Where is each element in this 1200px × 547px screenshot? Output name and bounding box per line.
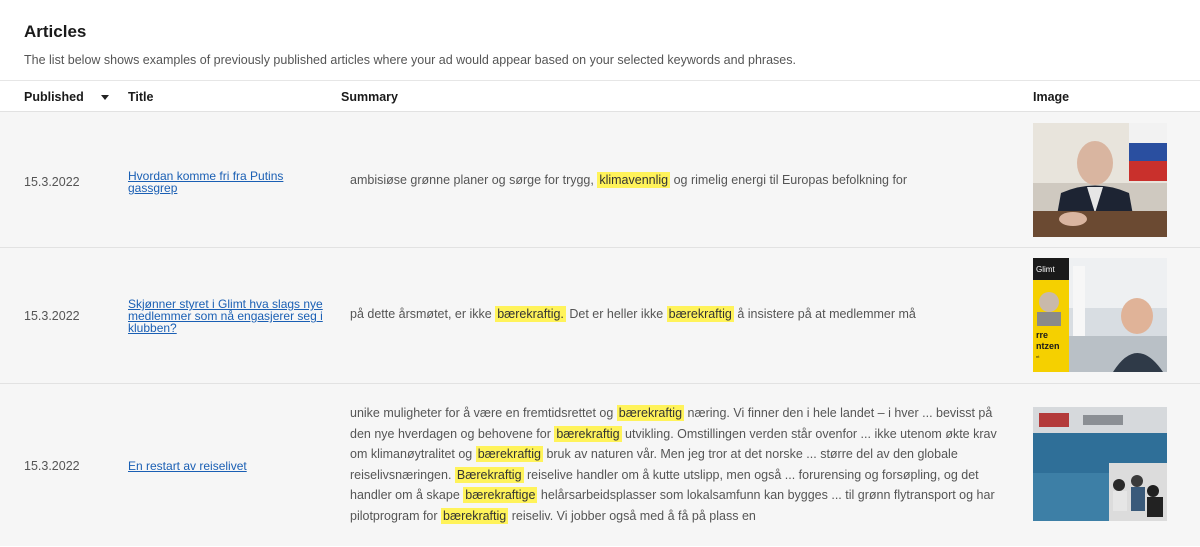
table-header [0, 81, 1200, 111]
articles-table [0, 80, 1200, 546]
keyword-highlight: klimavennlig [599, 173, 669, 187]
articles-header [24, 22, 796, 67]
summary-text: unike muligheter for å være en fremtidsrettet og [350, 406, 617, 420]
article-title-link[interactable]: Skjønner styret i Glimt hva slags nye medlemmer som nå engasjerer seg i klubben? [128, 297, 323, 335]
article-title-link[interactable]: En restart av reiselivet [128, 459, 247, 473]
sort-desc-icon[interactable] [101, 95, 109, 100]
summary-text: å insistere på at medlemmer må [733, 307, 916, 321]
article-image [1033, 407, 1167, 521]
article-image [1033, 258, 1167, 372]
summary-text: bruk av naturen vår. Men jeg tror at det norske ... større del av den globale reiselivsnæringen. [350, 447, 958, 482]
table-row [0, 247, 1200, 383]
summary-text: Det er heller ikke [565, 307, 667, 321]
table-row [0, 383, 1200, 546]
summary-text: helårsarbeidsplasser som lokalsamfunn kan bygges ... til grønn flytransport og har pilotprogram for [350, 488, 995, 523]
keyword-highlight: bærekraftig. [497, 307, 564, 321]
article-summary [350, 304, 1010, 325]
svg-text:nt: nt [1036, 354, 1040, 359]
table-row [0, 111, 1200, 247]
published-date: 15.3.2022 [24, 309, 80, 323]
column-published[interactable]: Published [24, 90, 84, 104]
page-subtitle: The list below shows examples of previously published articles where your ad would appear based on your selected keywords and phrases. [24, 53, 796, 67]
summary-text: på dette årsmøtet, er ikke [350, 307, 496, 321]
column-summary: Summary [341, 90, 398, 104]
keyword-highlight: bærekraftig [477, 447, 541, 461]
keyword-highlight: bærekraftig [618, 406, 683, 420]
svg-text:Glimt: Glimt [1036, 265, 1055, 274]
summary-text: og rimelig energi til Europas befolkning for [670, 173, 908, 187]
svg-text:ntzen: ntzen [1036, 341, 1060, 351]
article-image [1033, 123, 1167, 237]
article-summary [350, 403, 1010, 526]
keyword-highlight: Bærekraftig [456, 467, 522, 482]
article-title-link[interactable]: Hvordan komme fri fra Putins gassgrep [128, 169, 284, 195]
keyword-highlight: bærekraftige [465, 488, 536, 502]
summary-text: ambisiøse grønne planer og sørge for trygg, [350, 173, 598, 187]
column-image: Image [1033, 90, 1070, 104]
published-date: 15.3.2022 [24, 459, 80, 473]
summary-text: næring. Vi finner den i hele landet – i hver ... bevisst på den nye hverdagen og behovene for [350, 406, 993, 441]
keyword-highlight: bærekraftig [556, 426, 620, 441]
column-title: Title [128, 90, 154, 104]
page-title: Articles [24, 22, 87, 41]
keyword-highlight: bærekraftig [443, 508, 507, 523]
article-summary [350, 170, 1010, 191]
svg-text:rre: rre [1036, 330, 1049, 340]
summary-text: reiseliv. Vi jobber også med å få på plass en [508, 508, 756, 523]
keyword-highlight: bærekraftig [668, 307, 732, 321]
published-date: 15.3.2022 [24, 175, 80, 189]
summary-text: reiselive handler om å kutte utslipp, men også ... forurensing og forsøpling, og det handler om å skape [350, 467, 979, 502]
summary-text: utvikling. Omstillingen verden står ovenfor ... ikke utenom økte krav om klimanøytralitet og [350, 426, 997, 461]
